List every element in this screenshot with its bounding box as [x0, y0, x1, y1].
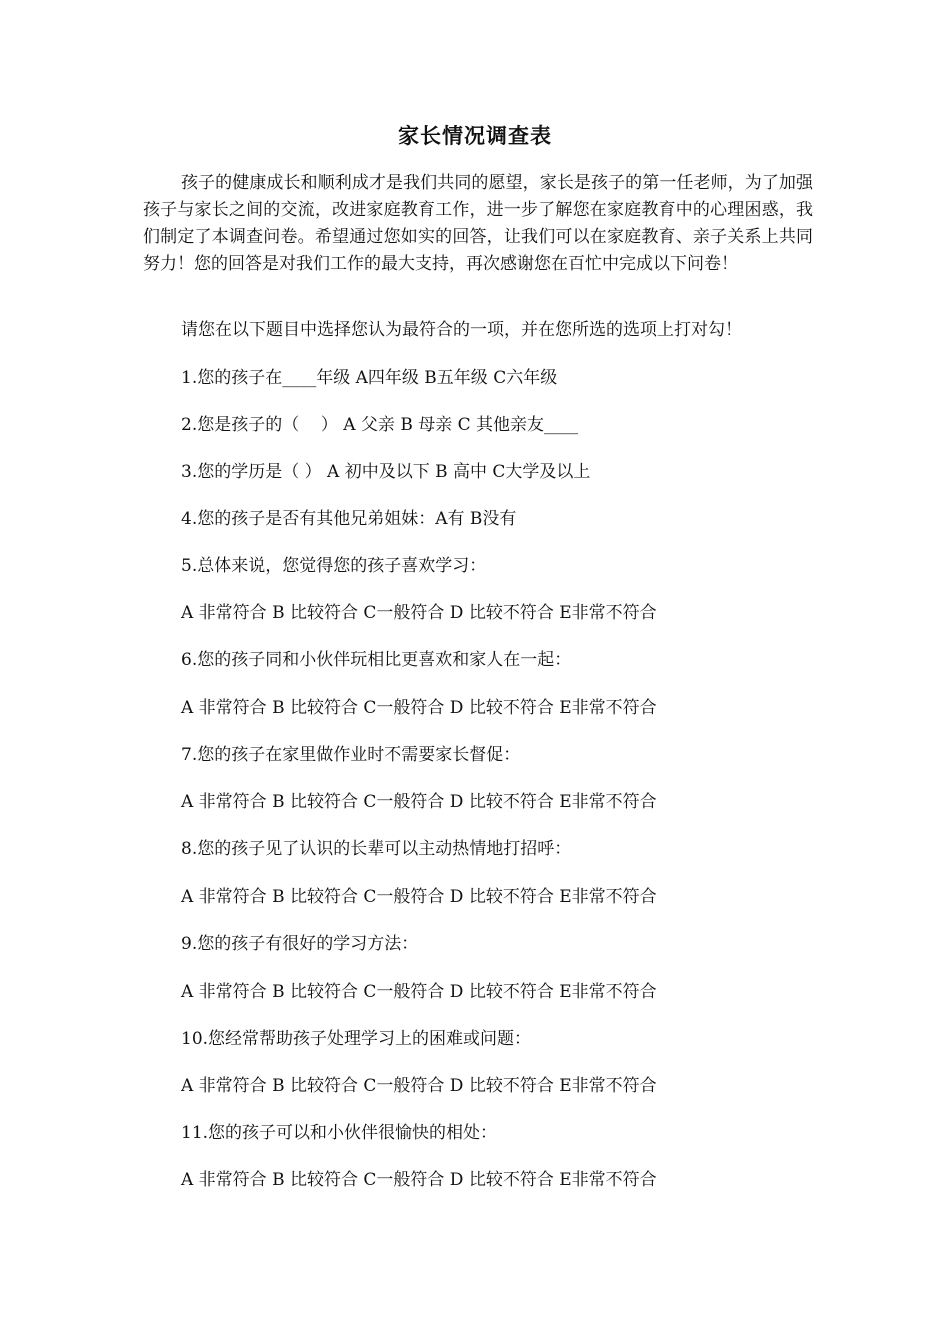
question-2: 2.您是孩子的（ ） A 父亲 B 母亲 C 其他亲友____: [181, 415, 579, 435]
question-11: 11.您的孩子可以和小伙伴很愉快的相处：: [181, 1123, 498, 1143]
question-7: 7.您的孩子在家里做作业时不需要家长督促：: [181, 745, 521, 765]
instruction-text: 请您在以下题目中选择您认为最符合的一项，并在您所选的选项上打对勾！: [181, 320, 742, 340]
question-11-options: A 非常符合 B 比较符合 C一般符合 D 比较不符合 E非常不符合: [181, 1170, 657, 1190]
question-7-options: A 非常符合 B 比较符合 C一般符合 D 比较不符合 E非常不符合: [181, 792, 657, 812]
question-9: 9.您的孩子有很好的学习方法：: [181, 934, 419, 954]
question-1: 1.您的孩子在____年级 A四年级 B五年级 C六年级: [181, 368, 558, 388]
document-title: 家长情况调查表: [398, 123, 552, 148]
question-8-options: A 非常符合 B 比较符合 C一般符合 D 比较不符合 E非常不符合: [181, 887, 657, 907]
question-8: 8.您的孩子见了认识的长辈可以主动热情地打招呼：: [181, 839, 572, 859]
question-5-options: A 非常符合 B 比较符合 C一般符合 D 比较不符合 E非常不符合: [181, 603, 657, 623]
question-6-options: A 非常符合 B 比较符合 C一般符合 D 比较不符合 E非常不符合: [181, 698, 657, 718]
question-3: 3.您的学历是（ ） A 初中及以下 B 高中 C大学及以上: [181, 462, 591, 482]
question-10-options: A 非常符合 B 比较符合 C一般符合 D 比较不符合 E非常不符合: [181, 1076, 657, 1096]
question-5: 5.总体来说，您觉得您的孩子喜欢学习：: [181, 556, 487, 576]
question-9-options: A 非常符合 B 比较符合 C一般符合 D 比较不符合 E非常不符合: [181, 982, 657, 1002]
question-10: 10.您经常帮助孩子处理学习上的困难或问题：: [181, 1029, 532, 1049]
question-6: 6.您的孩子同和小伙伴玩相比更喜欢和家人在一起：: [181, 650, 572, 670]
question-4: 4.您的孩子是否有其他兄弟姐妹：A有 B没有: [181, 509, 517, 529]
intro-paragraph: 孩子的健康成长和顺利成才是我们共同的愿望，家长是孩子的第一任老师，为了加强孩子与家长之间的交流，改进家庭教育工作，进一步了解您在家庭教育中的心理困惑，我们制定了本调查问卷。希望通过您如实的回答，让我们可以在家庭教育、亲子关系上共同努力！您的回答是对我们工作的最大支持，再次感谢您在百忙中完成以下问卷！: [143, 173, 813, 274]
